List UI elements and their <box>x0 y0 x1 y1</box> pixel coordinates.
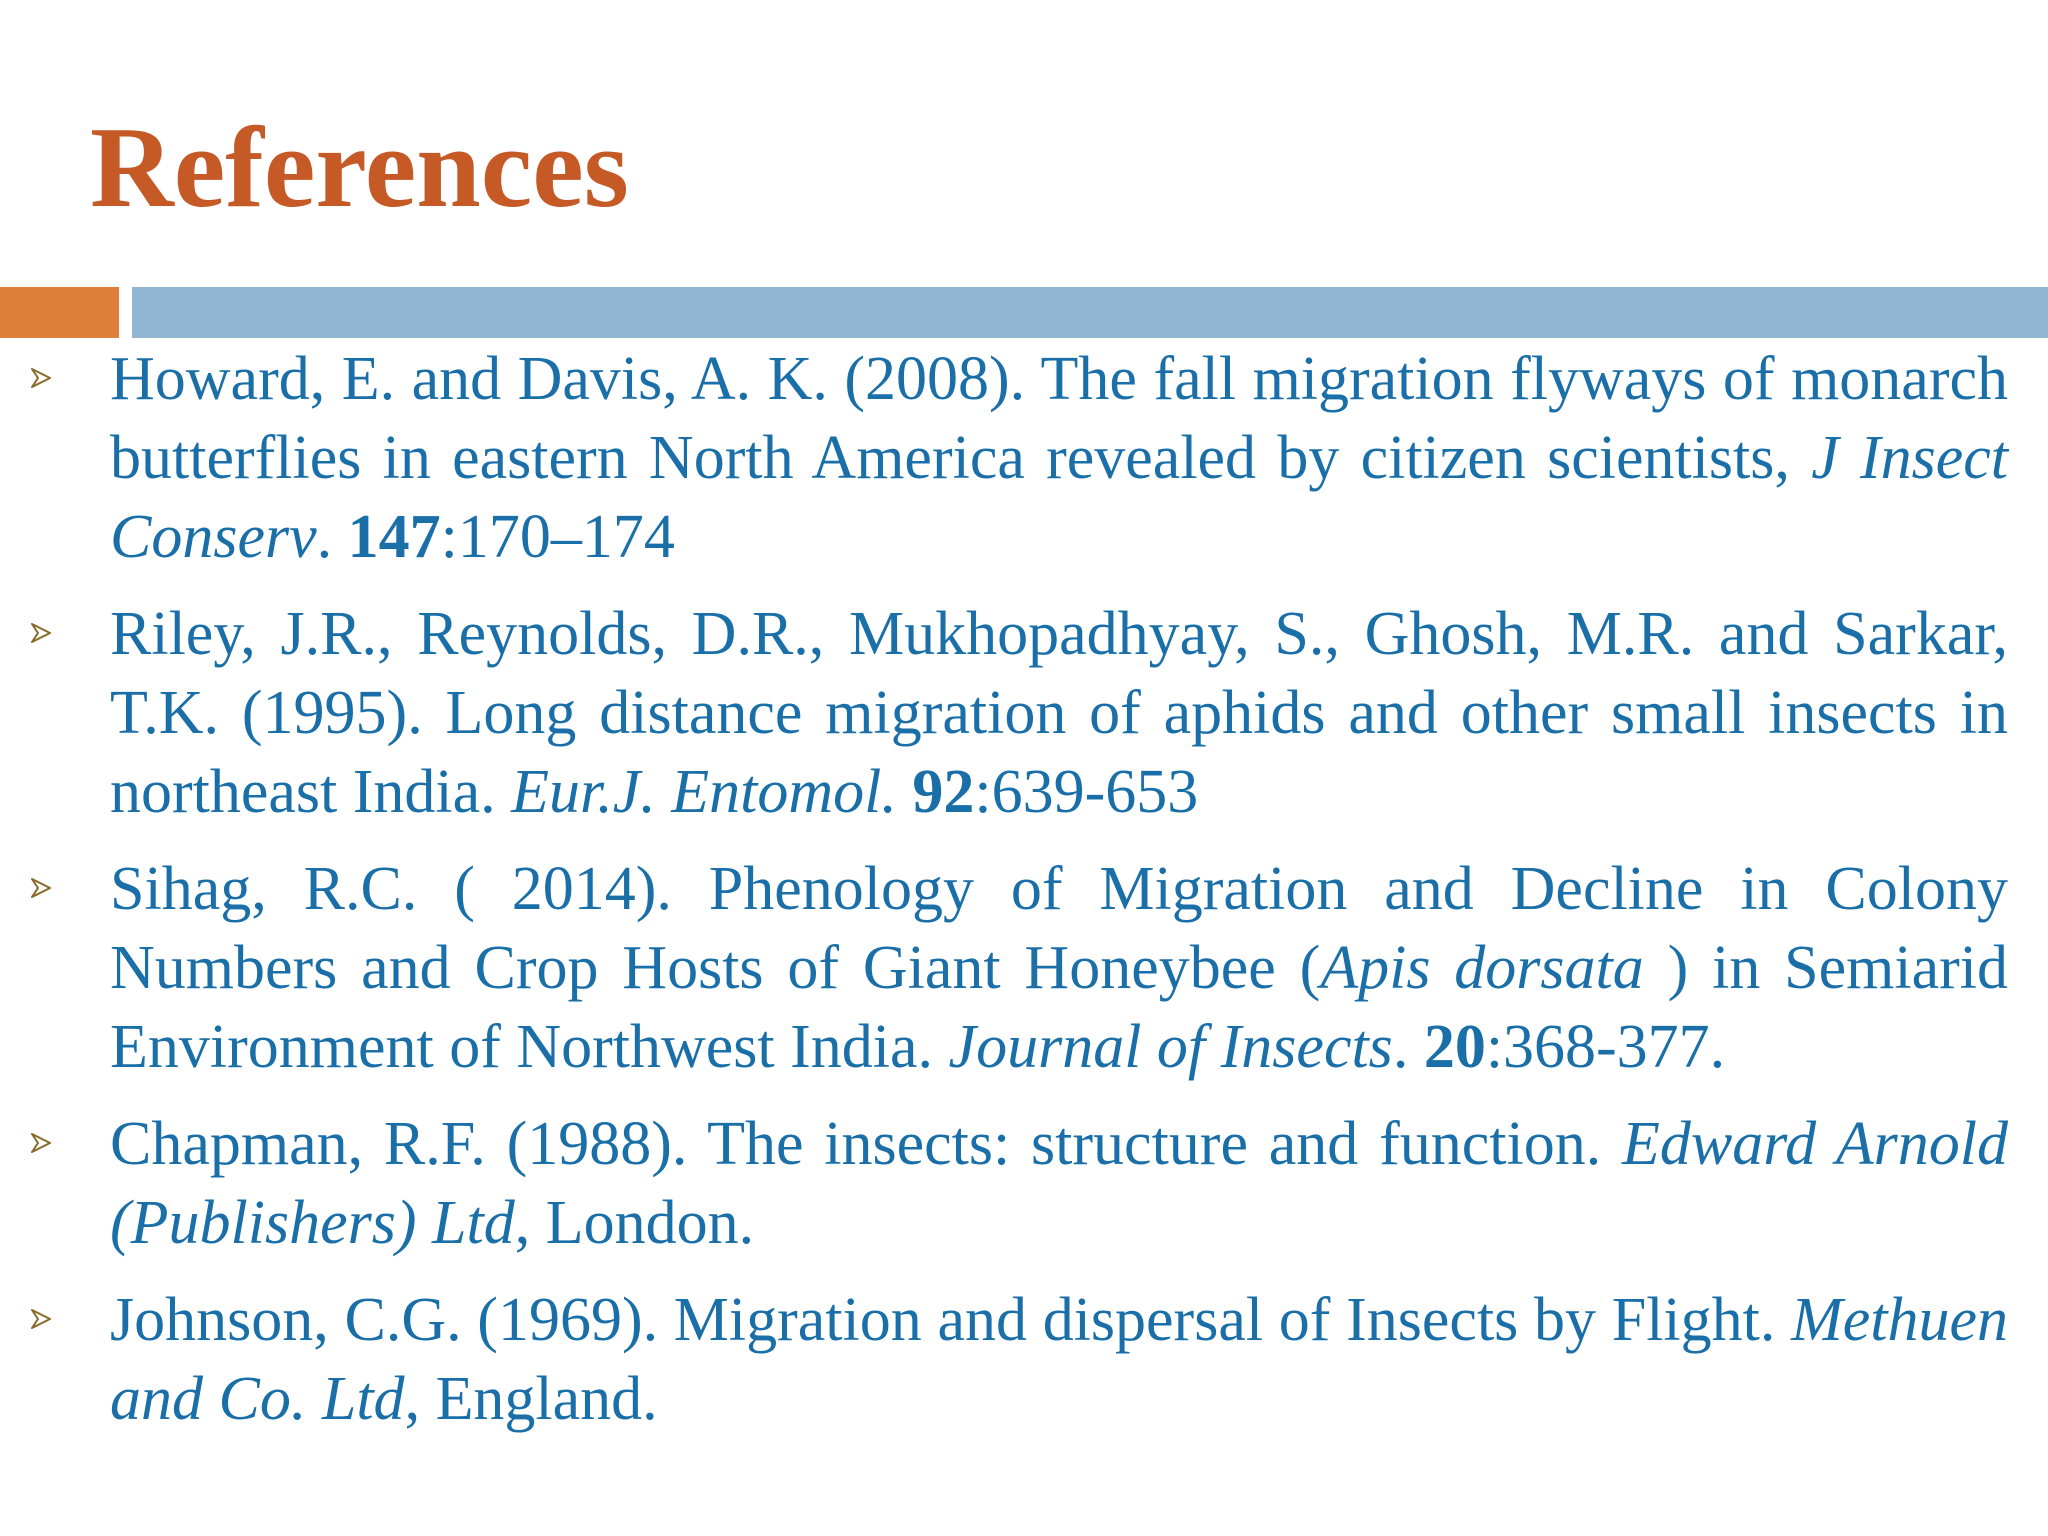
reference-item <box>110 1105 2008 1263</box>
species-name: Apis dorsata <box>1320 934 1644 1002</box>
publisher-place: , London. <box>514 1189 755 1257</box>
reference-item <box>110 340 2008 577</box>
page-range: :170–174 <box>440 503 675 571</box>
accent-bar-blue <box>132 287 2048 338</box>
arrowhead-bullet-icon <box>30 622 52 644</box>
arrowhead-bullet-icon <box>30 1308 52 1330</box>
publisher-name: Methuen and Co. Ltd <box>110 1286 2008 1433</box>
reference-text: Riley, J.R., Reynolds, D.R., Mukhopadhyay, S., Ghosh, M.R. and Sarkar, T.K. (1995). Long distance migration of aphids and other small insects in northeast India. <box>110 600 2008 826</box>
accent-bar-orange <box>0 287 119 338</box>
reference-item <box>110 1281 2008 1439</box>
reference-text: Chapman, R.F. (1988). The insects: structure and function. <box>110 1110 1623 1178</box>
slide-title: References <box>90 104 629 232</box>
reference-text: Johnson, C.G. (1969). Migration and dispersal of Insects by Flight. <box>110 1286 1792 1354</box>
reference-text: Sihag, R.C. ( 2014). Phenology of Migration and Decline in Colony Numbers and Crop Hosts of Giant Honeybee ( <box>110 855 2008 1002</box>
page-range: :368-377. <box>1485 1013 1726 1081</box>
arrowhead-bullet-icon <box>30 877 52 899</box>
volume-number: 92 <box>912 758 975 826</box>
reference-text-continued: ) in Semiarid Environment of Northwest India. <box>110 934 2008 1081</box>
journal-name: Journal of Insects <box>948 1013 1393 1081</box>
arrowhead-bullet-icon <box>30 367 52 389</box>
page-range: :639-653 <box>974 758 1199 826</box>
separator: . <box>1392 1013 1424 1081</box>
volume-number: 20 <box>1423 1013 1486 1081</box>
separator: . <box>316 503 348 571</box>
journal-name: Eur.J. Entomol. <box>511 758 897 826</box>
reference-item <box>110 850 2008 1087</box>
reference-item <box>110 595 2008 832</box>
separator <box>897 758 913 826</box>
journal-name: J Insect Conserv <box>110 424 2009 571</box>
arrowhead-bullet-icon <box>30 1132 52 1154</box>
volume-number: 147 <box>347 503 441 571</box>
publisher-place: , England. <box>404 1365 658 1433</box>
reference-text: Howard, E. and Davis, A. K. (2008). The fall migration flyways of monarch butterflies in eastern North America revealed by citizen scientists, <box>110 345 2008 492</box>
publisher-name: Edward Arnold (Publishers) Ltd <box>110 1110 2008 1257</box>
reference-list <box>110 340 2008 1457</box>
